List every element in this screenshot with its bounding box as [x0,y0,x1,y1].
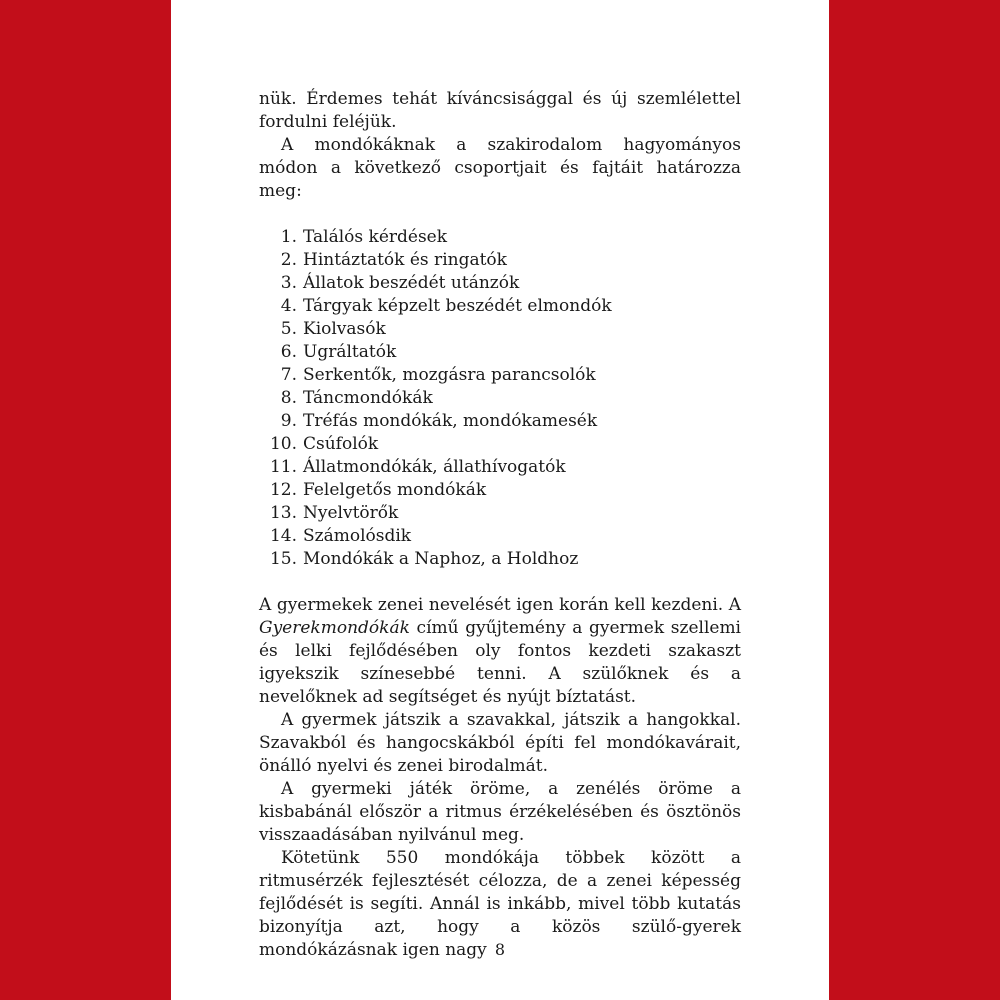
list-item-text: Serkentők, mozgásra parancsolók [303,365,596,385]
list-item-number: 5. [280,319,297,339]
page-number: 8 [494,940,506,959]
list-item [259,341,741,364]
list-item-number: 15. [269,549,297,569]
list-item-number: 6. [280,342,297,362]
paragraph-music-education [259,594,741,709]
rhyme-categories-list [259,226,741,571]
list-item-text: Hintáztatók és ringatók [303,250,507,270]
list-item-text: Táncmondókák [303,388,433,408]
list-item-number: 12. [269,480,297,500]
paragraph-intro-list: A mondókáknak a szakirodalom hagyományos módon a következő csoportjait és fajtáit határozza meg: [259,135,741,201]
list-item [259,272,741,295]
list-item-text: Csúfolók [303,434,379,454]
list-item [259,479,741,502]
paragraph-continuation: nük. Érdemes tehát kíváncsisággal és új szemlélettel fordulni feléjük. [259,89,741,132]
paragraph-text: A gyermekek zenei nevelését igen korán kell kezdeni. A [259,595,741,615]
paragraph-text: című gyűjtemény a gyermek szellemi és lelki fejlődésében oly fontos kezdeti szakaszt igyekszik színesebbé tenni. A szülőknek és a nevelőknek ad segítséget és nyújt bíztatást. [259,618,741,707]
list-item-number: 10. [269,434,297,454]
list-item-text: Állatmondókák, állathívogatók [303,457,566,477]
list-item-number: 13. [269,503,297,523]
list-item-number: 8. [280,388,297,408]
paragraph-joy-of-play: A gyermeki játék öröme, a zenélés öröme a kisbabánál először a ritmus érzékelésében és ösztönös visszaadásában nyilvánul meg. [259,779,741,845]
list-item [259,249,741,272]
list-item-text: Tárgyak képzelt beszédét elmondók [303,296,612,316]
list-item-number: 9. [280,411,297,431]
list-item [259,525,741,548]
list-item [259,318,741,341]
list-item-text: Számolósdik [303,526,412,546]
book-page [171,0,829,1000]
list-item-number: 1. [280,227,297,247]
list-item-number: 2. [280,250,297,270]
list-item-text: Tréfás mondókák, mondókamesék [303,411,598,431]
list-item [259,387,741,410]
list-item [259,410,741,433]
list-item-text: Kiolvasók [303,319,386,339]
list-item [259,502,741,525]
list-item [259,433,741,456]
list-item-text: Mondókák a Naphoz, a Holdhoz [303,549,579,569]
list-item-text: Ugráltatók [303,342,397,362]
list-item-text: Nyelvtörők [303,503,399,523]
list-item-number: 11. [269,457,297,477]
book-title-italic: Gyerekmondókák [259,618,410,638]
list-item-number: 14. [269,526,297,546]
list-item-text: Felelgetős mondókák [303,480,487,500]
list-item [259,364,741,387]
list-item-number: 7. [280,365,297,385]
list-item [259,226,741,249]
list-item [259,548,741,571]
list-item-text: Találós kérdések [303,227,448,247]
list-item-text: Állatok beszédét utánzók [303,273,520,293]
list-item [259,295,741,318]
paragraph-rhythm: Kötetünk 550 mondókája többek között a ritmusérzék fejlesztését célozza, de a zenei képesség fejlődését is segíti. Annál is inkább, mivel több kutatás bizonyítja azt, hogy a közös szülő-gyerek mondókázásnak igen nagy [259,848,741,960]
list-item-number: 3. [280,273,297,293]
paragraph-words-sounds: A gyermek játszik a szavakkal, játszik a hangokkal. Szavakból és hangocskákból építi fel mondókavárait, önálló nyelvi és zenei birodalmát. [259,710,741,776]
page-body [259,88,741,962]
list-item [259,456,741,479]
list-item-number: 4. [280,296,297,316]
